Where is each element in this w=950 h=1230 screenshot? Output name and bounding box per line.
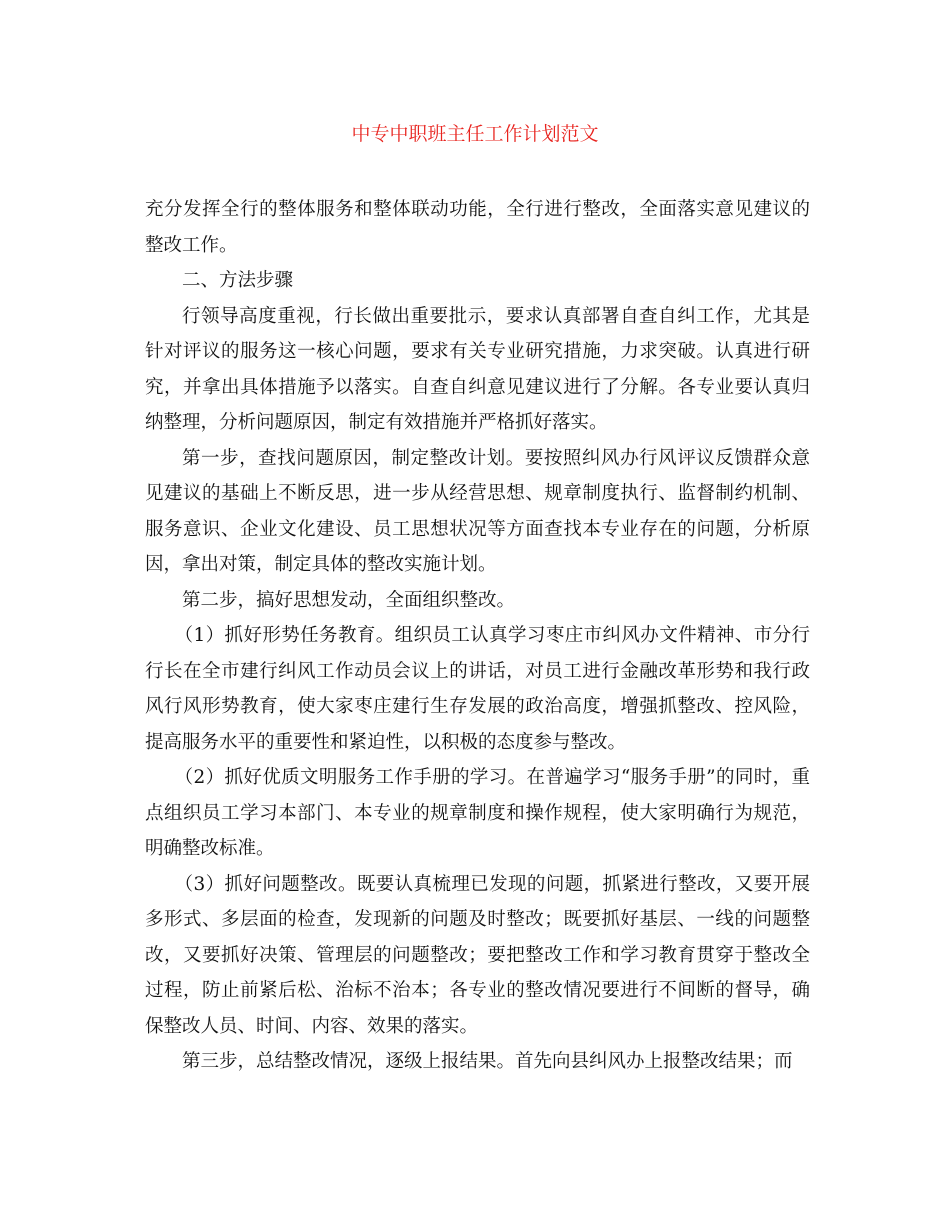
paragraph-step-1: 第一步，查找问题原因，制定整改计划。要按照纠风办行风评议反馈群众意见建议的基础上不断反思，进一步从经营思想、规章制度执行、监督制约机制、服务意识、企业文化建设、员工思想状况等方面查找本专业存在的问题，分析原因，拿出对策，制定具体的整改实施计划。 [145,447,810,575]
paragraph-item-2: （2）抓好优质文明服务工作手册的学习。在普遍学习“服务手册”的同时，重点组织员工学习本部门、本专业的规章制度和操作规程，使大家明确行为规范，明确整改标准。 [145,767,810,859]
document-body [145,192,810,1080]
paragraph-step-2: 第二步，搞好思想发动，全面组织整改。 [182,589,516,611]
paragraph-item-3: （3）抓好问题整改。既要认真梳理已发现的问题，抓紧进行整改，又要开展多形式、多层面的检查，发现新的问题及时整改；既要抓好基层、一线的问题整改，又要抓好决策、管理层的问题整改；要把整改工作和学习教育贯穿于整改全过程，防止前紧后松、治标不治本；各专业的整改情况要进行不间断的督导，确保整改人员、时间、内容、效果的落实。 [145,873,810,1037]
document-title: 中专中职班主任工作计划范文 [351,123,599,145]
section-heading-methods: 二、方法步骤 [182,270,294,291]
paragraph-item-1: （1）抓好形势任务教育。组织员工认真学习枣庄市纠风办文件精神、市分行行长在全市建行纠风工作动员会议上的讲话，对员工进行金融改革形势和我行政风行风形势教育，使大家枣庄建行生存发展的政治高度，增强抓整改、控风险，提高服务水平的重要性和紧迫性，以积极的态度参与整改。 [145,625,810,753]
paragraph-3: 行领导高度重视，行长做出重要批示，要求认真部署自查自纠工作，尤其是针对评议的服务这一核心问题，要求有关专业研究措施，力求突破。认真进行研究，并拿出具体措施予以落实。自查自纠意见建议进行了分解。各专业要认真归纳整理，分析问题原因，制定有效措施并严格抓好落实。 [145,305,810,433]
paragraph-step-3: 第三步，总结整改情况，逐级上报结果。首先向县纠风办上报整改结果；而 [182,1051,793,1072]
paragraph-1: 充分发挥全行的整体服务和整体联动功能，全行进行整改，全面落实意见建议的整改工作。 [145,199,810,256]
